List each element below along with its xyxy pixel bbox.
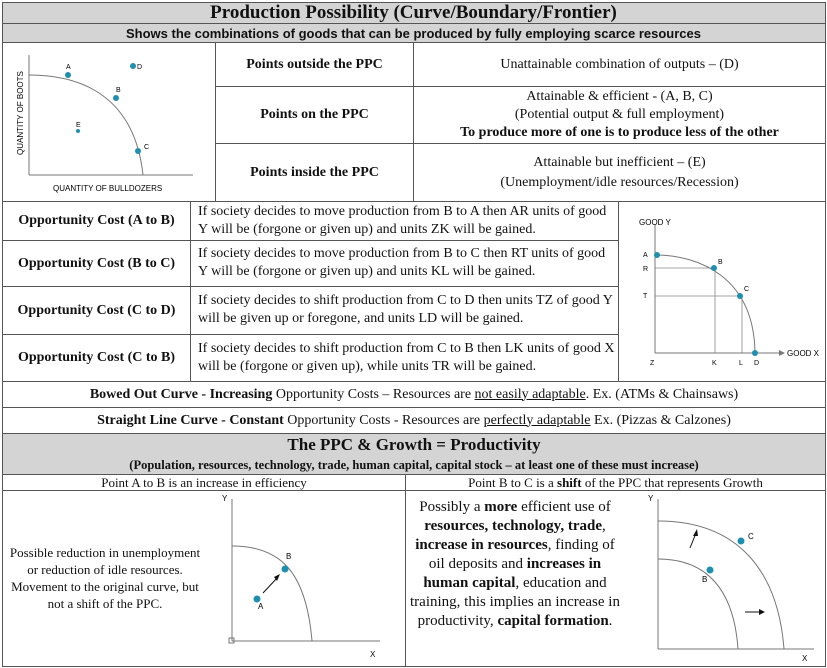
y-axis-label: QUANTITY OF BOOTS <box>16 71 25 155</box>
point-b-dot <box>113 95 119 101</box>
tick-l: L <box>739 360 743 367</box>
x-axis-label: GOOD X <box>787 349 820 358</box>
ppc-graph-good-x-good-y <box>619 202 825 381</box>
x-axis-label: X <box>802 654 808 663</box>
points-on-line-2: (Potential output & full employment) <box>514 107 725 122</box>
point-b-label: B <box>702 575 708 584</box>
growth-title: The PPC & Growth = Productivity <box>287 435 541 454</box>
straight-line-curve-text: Straight Line Curve - Constant Opportunity Costs - Resources are perfectly adaptable Ex. (Pizzas & Calzones) <box>97 412 731 428</box>
point-b-label: B <box>718 259 723 266</box>
ppc-graph-boots-bulldozers <box>3 43 215 201</box>
oc-c-to-b-text: If society decides to shift production from C to B then LK units of good X will be (forgone or given up), while units TR will be gained. <box>198 341 615 374</box>
oc-b-to-c-text: If society decides to move production from B to C then RT units of good Y will be (forgone or given up) and units KL will be gained. <box>198 246 606 279</box>
efficiency-description: Possible reduction in unemployment or reduction of idle resources. Movement to the original curve, but not a shift of the PPC. <box>9 545 201 611</box>
oc-a-to-b-label: Opportunity Cost (A to B) <box>18 213 175 228</box>
tick-t: T <box>643 293 648 300</box>
point-c-dot <box>135 148 141 154</box>
point-b-label: B <box>286 552 292 561</box>
tick-r: R <box>643 266 649 273</box>
tick-z: Z <box>650 360 655 367</box>
bowed-out-curve-text: Bowed Out Curve - Increasing Opportunity Costs – Resources are not easily adaptable. Ex. (ATMs & Chainsaws) <box>89 386 739 402</box>
x-axis-label: QUANTITY OF BULLDOZERS <box>53 184 163 193</box>
point-a-label: A <box>66 64 71 71</box>
ppc-efficiency-graph <box>210 491 402 666</box>
point-b-label: B <box>116 87 121 94</box>
point-a-dot <box>654 252 660 258</box>
point-d-label: D <box>137 64 143 71</box>
y-axis-label: GOOD Y <box>639 218 671 227</box>
oc-c-to-d-label: Opportunity Cost (C to D) <box>17 302 176 318</box>
points-on-desc <box>414 87 825 143</box>
oc-b-to-c-label: Opportunity Cost (B to C) <box>17 255 176 271</box>
oc-c-to-b-label: Opportunity Cost (C to B) <box>17 350 176 365</box>
growth-shift-header: Point B to C is a shift of the PPC that represents Growth <box>468 474 763 490</box>
growth-subtitle: (Population, resources, technology, trade, human capital, capital stock – at least one of these must increase) <box>129 457 699 472</box>
point-c-dot <box>737 293 743 299</box>
point-d-dot <box>130 63 136 69</box>
point-c-label: C <box>144 144 150 151</box>
tick-d: D <box>754 360 760 367</box>
y-axis-label: Y <box>222 494 228 503</box>
points-outside-desc <box>414 43 825 86</box>
point-a-dot <box>65 72 71 78</box>
point-b-dot <box>282 566 289 573</box>
x-axis-label: X <box>370 650 376 659</box>
points-outside-label: Points outside the PPC <box>246 56 383 72</box>
points-outside-line: Unattainable combination of outputs – (D) <box>500 56 739 72</box>
point-e-label: E <box>76 122 81 129</box>
tick-a: A <box>643 252 648 259</box>
tick-k: K <box>712 360 717 367</box>
point-c-dot <box>738 538 745 545</box>
point-c-label: C <box>748 532 754 541</box>
oc-a-to-b-text: If society decides to move production from B to A then AR units of good Y will be (forgone or given up) and units ZK will be gained. <box>198 204 607 237</box>
point-e-dot <box>76 129 80 133</box>
points-on-line-1: Attainable & efficient - (A, B, C) <box>526 89 713 104</box>
point-d-dot <box>752 350 758 356</box>
point-b-dot <box>707 567 714 574</box>
points-inside-desc <box>414 144 825 201</box>
point-a-label: A <box>258 602 264 611</box>
point-c-label: C <box>744 286 750 293</box>
points-inside-line-1: Attainable but inefficient – (E) <box>533 154 706 170</box>
points-inside-line-2: (Unemployment/idle resources/Recession) <box>500 174 739 190</box>
ppc-growth-graph <box>628 491 824 666</box>
page-title: Production Possibility (Curve/Boundary/Frontier) <box>210 2 617 23</box>
points-inside-label: Points inside the PPC <box>250 164 379 180</box>
page-subtitle: Shows the combinations of goods that can be produced by fully employing scarce resources <box>125 25 701 41</box>
points-on-bold-line: To produce more of one is to produce less of the other <box>460 125 779 140</box>
points-on-label: Points on the PPC <box>260 107 369 122</box>
oc-c-to-d-text: If society decides to shift production from C to D then units TZ of good Y will be given up or foregone, and units LD will be gained. <box>198 293 613 326</box>
point-b-dot <box>711 265 717 271</box>
y-axis-label: Y <box>648 494 654 503</box>
efficiency-header: Point A to B is an increase in efficiency <box>101 474 307 490</box>
growth-description: Possibly a more efficient use of resources, technology, trade, increase in resources, finding of oil deposits and increases in human capital, education and training, this implies an increase in productivity, capital formation. <box>410 499 620 629</box>
